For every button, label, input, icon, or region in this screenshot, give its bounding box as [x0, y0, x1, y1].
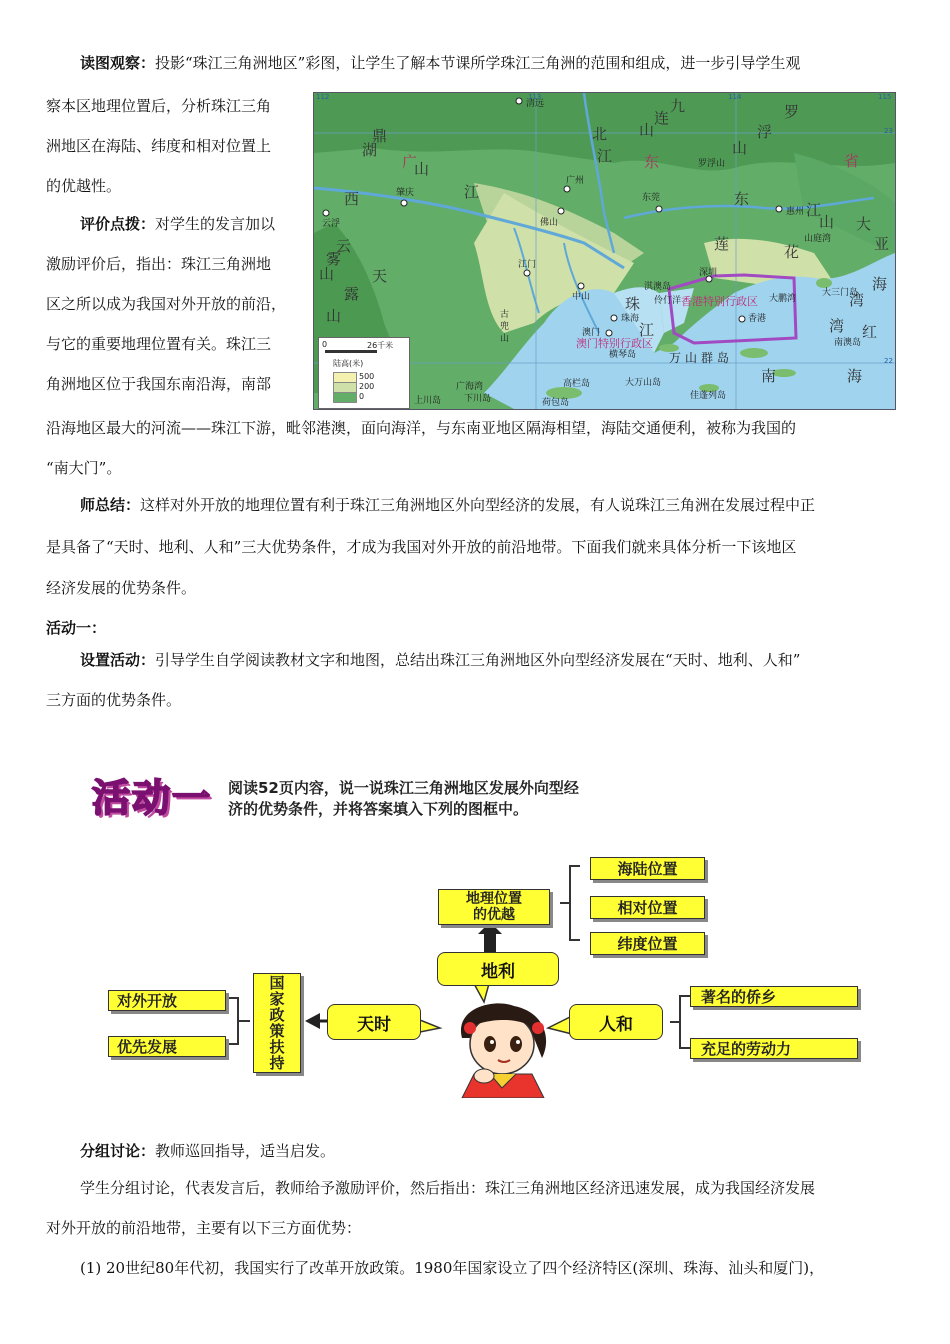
para-line: 角洲地区位于我国东南沿海，南部	[46, 375, 272, 393]
map-city: 惠州	[786, 207, 805, 217]
para-line: “南大门”。	[46, 459, 122, 477]
map-region: 广	[402, 153, 418, 171]
map-region: 山	[639, 121, 655, 139]
left-item-priority: 优先发展	[108, 1036, 226, 1057]
geo-item-latitude: 纬度位置	[590, 932, 705, 955]
map-city: 江门	[518, 260, 537, 270]
map-island: 淇澳岛	[644, 282, 672, 292]
label-summary: 师总结：	[80, 496, 141, 514]
para-line: 学生分组讨论，代表发言后，教师给予激励评价，然后指出：珠江三角洲地区经济迅速发展，成为我国经济发展	[80, 1179, 816, 1197]
map-region: 海	[872, 275, 888, 293]
instruction-line: 阅读52页内容，说一说珠江三角洲地区发展外向型经	[228, 779, 579, 797]
map-macau-label: 澳门特别行政区	[576, 337, 653, 350]
map-hk-label: 香港特别行政区	[681, 295, 758, 308]
map-island: 大三门岛	[822, 288, 859, 298]
policy-char: 扶	[269, 1038, 285, 1056]
policy-char: 家	[269, 990, 285, 1008]
map-region: 连	[654, 109, 670, 127]
map-region: 天	[372, 267, 388, 285]
text: 投影“珠江三角洲地区”彩图，让学生了解本节课所学珠江三角洲的范围和组成，进一步引导学生观	[155, 54, 801, 72]
map-region: 山	[819, 213, 835, 231]
map-city: 罗浮山	[698, 159, 726, 169]
scale-label: 26千米	[367, 341, 394, 350]
activity-heading: 活动一：	[46, 619, 107, 637]
map-region: 九	[670, 97, 686, 115]
map-legend	[318, 337, 410, 409]
map-region: 云	[336, 237, 352, 255]
map-island: 万山群岛	[669, 351, 734, 365]
map-city: 深圳	[699, 268, 718, 278]
renhe-bubble: 人和	[569, 1004, 663, 1040]
map-region: 南	[761, 367, 777, 385]
scale-zero: 0	[322, 340, 328, 349]
right-item-hometown: 著名的侨乡	[690, 986, 858, 1007]
map-region: 江	[639, 321, 655, 339]
map-grid: 22	[884, 357, 893, 365]
para-evaluate-line1	[80, 214, 275, 234]
legend-value: 200	[359, 382, 375, 391]
label-setup: 设置活动：	[80, 651, 156, 669]
map-region: 湖	[362, 141, 378, 159]
para-group-discuss	[80, 1141, 335, 1161]
girl-illustration	[434, 998, 570, 1098]
policy-support-box	[253, 973, 301, 1073]
map-region: 江	[806, 201, 822, 219]
map-region: 山	[326, 307, 342, 325]
left-item-opening: 对外开放	[108, 990, 226, 1011]
para-line: 与它的重要地理位置有关。珠江三	[46, 335, 272, 353]
map-region: 东	[644, 153, 660, 171]
map-region: 东	[734, 190, 750, 208]
map-city: 东莞	[642, 193, 661, 203]
para-line: 对外开放的前沿地带，主要有以下三方面优势：	[46, 1219, 362, 1237]
para-line: 经济发展的优势条件。	[46, 579, 197, 597]
text: 教师巡回指导，适当启发。	[155, 1142, 336, 1160]
map-region: 大	[856, 215, 872, 233]
dili-bubble: 地利	[437, 952, 559, 986]
pearl-river-delta-map	[313, 92, 896, 410]
map-region: 海	[847, 367, 863, 385]
geo-location-box	[438, 889, 550, 925]
para-line: (1) 20世纪80年代初，我国实行了改革开放政策。1980年国家设立了四个经济特区(深圳、珠海、汕头和厦门)，	[80, 1259, 825, 1277]
legend-title: 陆高(米)	[333, 359, 364, 368]
map-island: 上川岛	[414, 396, 442, 406]
policy-char: 国	[269, 974, 285, 992]
map-region: 山	[500, 334, 510, 344]
activity-instruction	[228, 778, 579, 820]
map-region: 红	[862, 323, 878, 341]
map-city: 佛山	[540, 218, 559, 228]
map-grid: 112	[316, 93, 330, 101]
map-region: 古	[500, 310, 510, 320]
map-region: 江	[597, 147, 613, 165]
map-grid: 113	[528, 93, 542, 101]
tianshi-bubble: 天时	[327, 1004, 421, 1040]
map-region: 雾	[326, 250, 342, 268]
para-line: 三方面的优势条件。	[46, 691, 182, 709]
map-island: 大万山岛	[625, 378, 662, 388]
map-city: 澳门	[582, 328, 601, 338]
policy-char: 持	[269, 1054, 285, 1072]
map-grid: 114	[728, 93, 742, 101]
text: 引导学生自学阅读教材文字和地图，总结出珠江三角洲地区外向型经济发展在“天时、地利、人和”	[155, 651, 801, 669]
scale-bar	[325, 350, 377, 353]
map-island: 佳蓬列岛	[690, 391, 727, 401]
map-region: 露	[344, 285, 360, 303]
policy-char: 策	[269, 1022, 285, 1040]
map-region: 湾	[849, 291, 865, 309]
text: 这样对外开放的地理位置有利于珠江三角洲地区外向型经济的发展，有人说珠江三角洲在发展过程中正	[140, 496, 816, 514]
map-region: 珠	[625, 295, 641, 313]
map-island: 南澳岛	[834, 338, 862, 348]
map-island: 广海湾	[456, 382, 484, 392]
map-region: 亚	[874, 235, 890, 253]
map-island: 大鹏湾	[769, 294, 797, 304]
para-line: 察本区地理位置后，分析珠江三角	[46, 97, 272, 115]
map-region: 鼎	[372, 127, 388, 145]
geo-item-sea-land: 海陆位置	[590, 857, 705, 880]
map-city: 清远	[526, 99, 545, 109]
map-region: 西	[344, 190, 360, 208]
para-read-map-line1	[80, 53, 800, 73]
map-region: 兜	[500, 322, 510, 332]
text: 对学生的发言加以	[155, 215, 276, 233]
map-region: 莲	[714, 235, 730, 253]
map-city: 香港	[748, 314, 767, 324]
geo-item-relative: 相对位置	[590, 896, 705, 919]
map-region: 北	[592, 125, 608, 143]
map-island: 高栏岛	[563, 379, 591, 389]
map-grid: 23	[884, 127, 893, 135]
map-region: 省	[844, 152, 860, 170]
para-activity-line1	[80, 650, 800, 670]
para-line: 激励评价后，指出：珠江三角洲地	[46, 255, 272, 273]
para-summary-line1	[80, 495, 815, 515]
activity-title: 活动一	[92, 776, 213, 820]
map-region: 山	[319, 265, 335, 283]
para-line: 的优越性。	[46, 177, 122, 195]
map-island: 横琴岛	[609, 350, 637, 360]
para-line: 区之所以成为我国对外开放的前沿，	[46, 295, 287, 313]
label-read-map: 读图观察：	[80, 54, 156, 72]
para-line: 是具备了“天时、地利、人和”三大优势条件，才成为我国对外开放的前沿地带。下面我们就来具体分析一下该地区	[46, 538, 797, 556]
legend-swatch-0	[333, 392, 357, 403]
legend-value: 0	[359, 392, 365, 401]
map-region: 湾	[829, 317, 845, 335]
legend-value: 500	[359, 372, 375, 381]
map-city: 珠海	[621, 314, 640, 324]
para-line: 沿海地区最大的河流——珠江下游，毗邻港澳，面向海洋，与东南亚地区隔海相望，海陆交通便利，被称为我国的	[46, 419, 797, 437]
map-region: 江	[464, 183, 480, 201]
map-grid: 115	[878, 93, 892, 101]
label-group-discuss: 分组讨论：	[80, 1142, 156, 1160]
map-island: 荷包岛	[542, 398, 570, 408]
map-city: 云浮	[322, 219, 341, 229]
instruction-line: 济的优势条件，并将答案填入下列的图框中。	[228, 800, 529, 818]
map-region: 山	[414, 160, 430, 178]
para-line: 洲地区在海陆、纬度和相对位置上	[46, 137, 272, 155]
map-region: 花	[784, 243, 800, 261]
map-region: 罗	[784, 103, 800, 121]
map-city: 肇庆	[396, 188, 415, 198]
geo-box-line: 地理位置	[466, 891, 522, 907]
map-region: 山	[732, 139, 748, 157]
map-city: 中山	[572, 292, 591, 302]
map-island: 下川岛	[464, 394, 492, 404]
policy-char: 政	[269, 1006, 285, 1024]
geo-box-line: 的优越	[473, 907, 515, 923]
label-evaluate: 评价点拨：	[80, 215, 156, 233]
right-item-labor: 充足的劳动力	[690, 1038, 858, 1059]
map-island: 伶仃洋	[654, 296, 682, 306]
map-region: 浮	[757, 123, 773, 141]
map-city: 广州	[566, 176, 585, 186]
map-island: 山庭湾	[804, 234, 832, 244]
